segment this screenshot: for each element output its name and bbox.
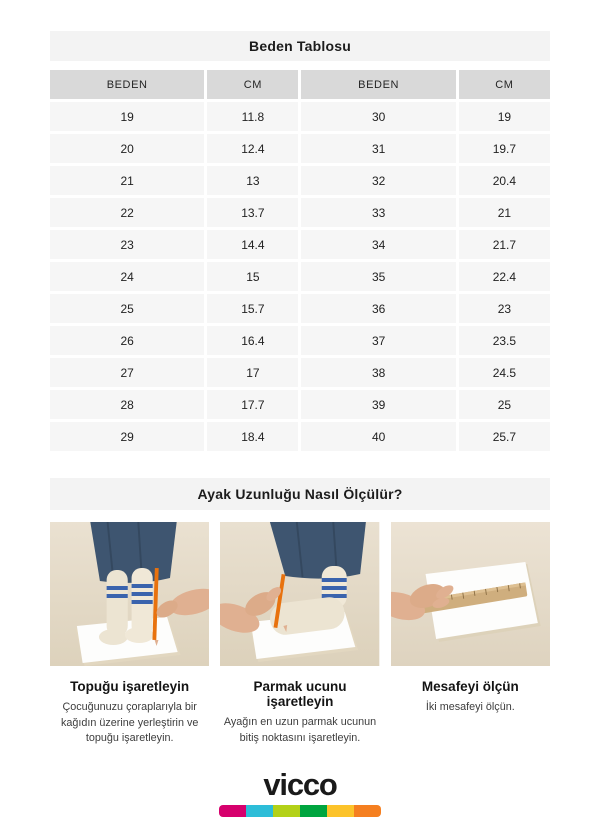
size-table-header-cell: BEDEN <box>50 70 204 99</box>
size-table-row <box>50 230 550 259</box>
size-table-row <box>50 102 550 131</box>
size-table-row <box>50 326 550 355</box>
size-table-cell: 24 <box>50 262 204 291</box>
size-table-cell: 13.7 <box>207 198 298 227</box>
size-table-cell: 25 <box>50 294 204 323</box>
size-table-header-cell: BEDEN <box>301 70 455 99</box>
step-photo-mark-heel-image <box>50 522 209 666</box>
rainbow-segment <box>246 805 273 817</box>
size-table-cell: 17.7 <box>207 390 298 419</box>
size-table-cell: 19 <box>459 102 550 131</box>
step-photo-measure-distance-image <box>391 522 550 666</box>
size-table-row <box>50 134 550 163</box>
rainbow-segment <box>354 805 381 817</box>
size-table-cell: 30 <box>301 102 455 131</box>
size-table-cell: 35 <box>301 262 455 291</box>
size-table-cell: 38 <box>301 358 455 387</box>
size-table-row <box>50 390 550 419</box>
size-table-cell: 20 <box>50 134 204 163</box>
size-table-cell: 34 <box>301 230 455 259</box>
step-measure-distance <box>391 522 550 747</box>
step-description: İki mesafeyi ölçün. <box>425 701 515 713</box>
size-table-header-cell: CM <box>459 70 550 99</box>
vicco-logo: vicco <box>263 766 337 802</box>
size-table-row <box>50 294 550 323</box>
step-description: Ayağın en uzun parmak ucunun bitiş noktasını işaretleyin. <box>223 716 377 744</box>
size-table-cell: 14.4 <box>207 230 298 259</box>
size-table-cell: 19 <box>50 102 204 131</box>
size-table-cell: 27 <box>50 358 204 387</box>
size-table-cell: 22.4 <box>459 262 550 291</box>
brand-footer <box>50 766 550 817</box>
size-table-cell: 15.7 <box>207 294 298 323</box>
size-table <box>47 67 553 454</box>
size-table-cell: 37 <box>301 326 455 355</box>
size-table-row <box>50 198 550 227</box>
rainbow-segment <box>219 805 246 817</box>
size-table-cell: 28 <box>50 390 204 419</box>
size-table-cell: 12.4 <box>207 134 298 163</box>
size-table-cell: 23 <box>459 294 550 323</box>
size-table-cell: 26 <box>50 326 204 355</box>
rainbow-segment <box>327 805 354 817</box>
size-table-cell: 23.5 <box>459 326 550 355</box>
size-table-cell: 39 <box>301 390 455 419</box>
size-table-cell: 32 <box>301 166 455 195</box>
size-table-row <box>50 422 550 451</box>
size-table-cell: 36 <box>301 294 455 323</box>
size-table-cell: 21 <box>459 198 550 227</box>
rainbow-segment <box>273 805 300 817</box>
size-table-cell: 23 <box>50 230 204 259</box>
size-table-cell: 25 <box>459 390 550 419</box>
size-table-head <box>50 70 550 99</box>
size-table-header-cell: CM <box>207 70 298 99</box>
measure-steps <box>50 522 550 747</box>
size-table-cell: 33 <box>301 198 455 227</box>
size-table-cell: 16.4 <box>207 326 298 355</box>
rainbow-segment <box>300 805 327 817</box>
size-table-cell: 25.7 <box>459 422 550 451</box>
size-table-header-row <box>50 70 550 99</box>
size-table-cell: 29 <box>50 422 204 451</box>
size-table-row <box>50 262 550 291</box>
size-table-cell: 13 <box>207 166 298 195</box>
size-table-cell: 11.8 <box>207 102 298 131</box>
step-title: Mesafeyi ölçün <box>421 679 519 694</box>
size-table-cell: 21.7 <box>459 230 550 259</box>
size-table-cell: 20.4 <box>459 166 550 195</box>
size-table-cell: 18.4 <box>207 422 298 451</box>
size-table-cell: 31 <box>301 134 455 163</box>
size-table-cell: 19.7 <box>459 134 550 163</box>
step-description: Çocuğunuzu çoraplarıyla bir kağıdın üzerine yerleştirin ve topuğu işaretleyin. <box>60 701 199 745</box>
size-table-cell: 21 <box>50 166 204 195</box>
step-mark-heel <box>50 522 209 747</box>
size-table-title: Beden Tablosu <box>249 38 351 54</box>
size-table-cell: 17 <box>207 358 298 387</box>
step-photo-mark-toe-image <box>220 522 379 666</box>
vicco-rainbow-bar <box>219 805 381 817</box>
size-table-cell: 40 <box>301 422 455 451</box>
size-table-body <box>50 102 550 451</box>
step-title: Parmak ucunu işaretleyin <box>253 679 347 709</box>
measure-section-title: Ayak Uzunluğu Nasıl Ölçülür? <box>197 486 403 502</box>
size-table-cell: 15 <box>207 262 298 291</box>
step-mark-toe <box>220 522 379 747</box>
step-title: Topuğu işaretleyin <box>70 679 190 694</box>
size-table-cell: 24.5 <box>459 358 550 387</box>
size-table-row <box>50 166 550 195</box>
measure-section-title-bar <box>50 478 550 510</box>
size-table-row <box>50 358 550 387</box>
size-table-title-bar <box>50 31 550 61</box>
size-table-cell: 22 <box>50 198 204 227</box>
